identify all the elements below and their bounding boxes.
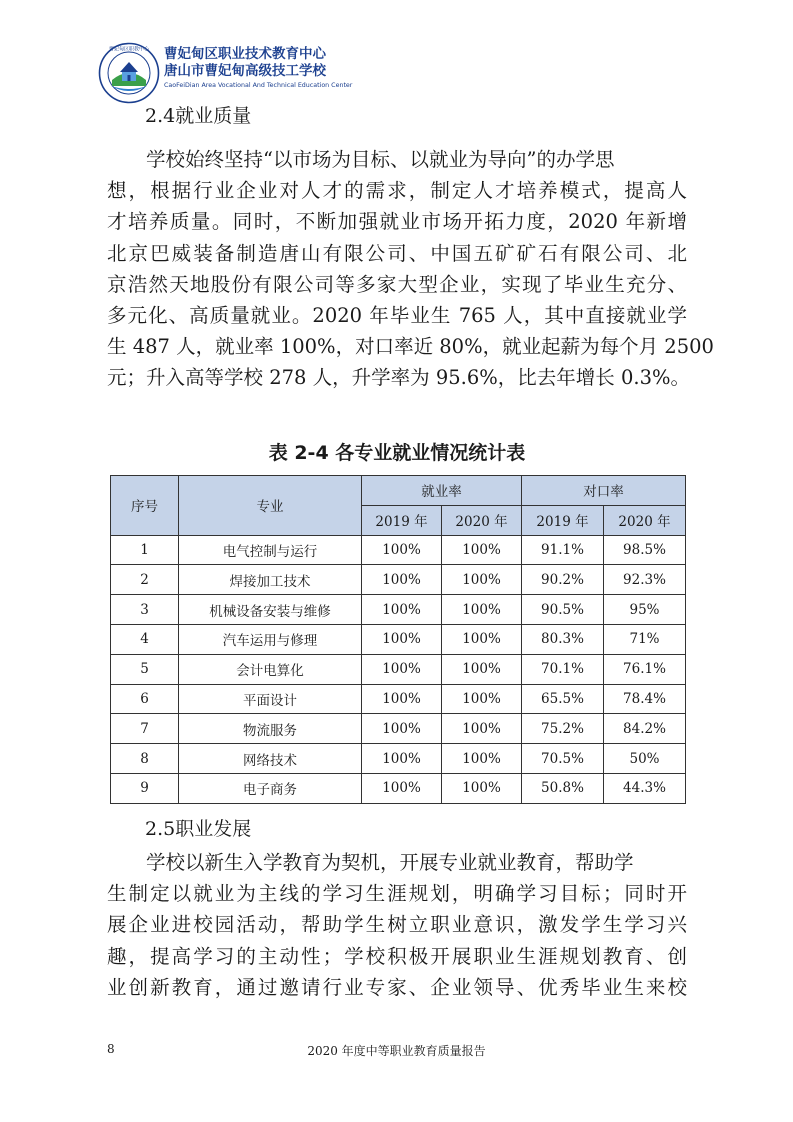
paragraph-employment-quality — [107, 144, 714, 394]
cell-emp-2019: 100% — [362, 684, 442, 714]
paragraph-line: 元；升入高等学校 278 人，升学率为 95.6%，比去年增长 0.3%。 — [107, 366, 691, 390]
cell-match-2019: 90.5% — [522, 595, 604, 625]
cell-match-2020: 50% — [604, 744, 686, 774]
organization-name — [164, 46, 404, 89]
cell-major: 电气控制与运行 — [179, 535, 362, 565]
org-name-line-2: 唐山市曹妃甸高级技工学校 — [164, 63, 326, 79]
cell-index: 2 — [111, 565, 179, 595]
paragraph-line: 展企业进校园活动，帮助学生树立职业意识，激发学生学习兴 — [107, 913, 687, 937]
paragraph-line: 生制定以就业为主线的学习生涯规划，明确学习目标；同时开 — [107, 882, 687, 906]
section-heading-2-5: 2.5职业发展 — [145, 818, 252, 840]
cell-emp-2020: 100% — [442, 565, 522, 595]
cell-emp-2019: 100% — [362, 654, 442, 684]
school-logo-icon — [98, 42, 160, 104]
header-emp-2020: 2020 年 — [442, 505, 522, 535]
cell-major: 物流服务 — [179, 714, 362, 744]
cell-match-2020: 78.4% — [604, 684, 686, 714]
cell-match-2020: 76.1% — [604, 654, 686, 684]
paragraph-line: 京浩然天地股份有限公司等多家大型企业，实现了毕业生充分、 — [107, 272, 687, 296]
header-index: 序号 — [111, 476, 179, 536]
cell-major: 网络技术 — [179, 744, 362, 774]
cell-match-2019: 70.1% — [522, 654, 604, 684]
table-row — [111, 624, 686, 654]
cell-index: 3 — [111, 595, 179, 625]
cell-major: 机械设备安装与维修 — [179, 595, 362, 625]
header-major: 专业 — [179, 476, 362, 536]
employment-stats-table — [110, 475, 686, 804]
cell-match-2019: 65.5% — [522, 684, 604, 714]
cell-emp-2020: 100% — [442, 744, 522, 774]
cell-emp-2019: 100% — [362, 624, 442, 654]
cell-emp-2019: 100% — [362, 714, 442, 744]
cell-major: 会计电算化 — [179, 654, 362, 684]
cell-index: 7 — [111, 714, 179, 744]
page-number: 8 — [107, 1042, 115, 1056]
section-heading-2-4: 2.4就业质量 — [145, 105, 252, 127]
cell-emp-2019: 100% — [362, 744, 442, 774]
table-row — [111, 595, 686, 625]
cell-match-2020: 98.5% — [604, 535, 686, 565]
cell-emp-2019: 100% — [362, 565, 442, 595]
cell-emp-2020: 100% — [442, 595, 522, 625]
paragraph-line: 多元化、高质量就业。2020 年毕业生 765 人，其中直接就业学 — [107, 304, 687, 328]
paragraph-line: 趣，提高学习的主动性；学校积极开展职业生涯规划教育、创 — [107, 944, 687, 968]
cell-match-2020: 84.2% — [604, 714, 686, 744]
document-header — [98, 42, 398, 106]
cell-match-2020: 92.3% — [604, 565, 686, 595]
cell-match-2019: 90.2% — [522, 565, 604, 595]
header-match-2019: 2019 年 — [522, 505, 604, 535]
cell-emp-2019: 100% — [362, 595, 442, 625]
table-row — [111, 565, 686, 595]
paragraph-line: 学校始终坚持“以市场为目标、以就业为导向”的办学思 — [146, 148, 615, 171]
paragraph-line: 想，根据行业企业对人才的需求，制定人才培养模式，提高人 — [107, 179, 687, 203]
paragraph-line: 学校以新生入学教育为契机，开展专业就业教育，帮助学 — [146, 851, 634, 874]
cell-major: 汽车运用与修理 — [179, 624, 362, 654]
cell-match-2020: 71% — [604, 624, 686, 654]
table-row — [111, 714, 686, 744]
org-name-line-1: 曹妃甸区职业技术教育中心 — [164, 46, 326, 62]
cell-emp-2020: 100% — [442, 624, 522, 654]
cell-major: 电子商务 — [179, 773, 362, 803]
cell-index: 9 — [111, 773, 179, 803]
header-match-2020: 2020 年 — [604, 505, 686, 535]
paragraph-line: 业创新教育，通过邀请行业专家、企业领导、优秀毕业生来校 — [107, 975, 687, 999]
cell-match-2019: 70.5% — [522, 744, 604, 774]
cell-major: 平面设计 — [179, 684, 362, 714]
cell-emp-2020: 100% — [442, 535, 522, 565]
cell-index: 4 — [111, 624, 179, 654]
cell-emp-2019: 100% — [362, 535, 442, 565]
cell-emp-2019: 100% — [362, 773, 442, 803]
header-employment-rate: 就业率 — [362, 476, 522, 506]
table-caption: 表 2-4 各专业就业情况统计表 — [268, 442, 526, 464]
cell-index: 1 — [111, 535, 179, 565]
cell-match-2020: 95% — [604, 595, 686, 625]
paragraph-line: 才培养质量。同时，不断加强就业市场开拓力度，2020 年新增 — [107, 210, 687, 234]
cell-index: 5 — [111, 654, 179, 684]
cell-match-2019: 80.3% — [522, 624, 604, 654]
org-name-english: CaoFeiDian Area Vocational And Technical Education Center — [164, 82, 353, 89]
table-row — [111, 773, 686, 803]
cell-match-2019: 75.2% — [522, 714, 604, 744]
paragraph-career-development — [107, 847, 687, 1003]
table-row — [111, 654, 686, 684]
cell-index: 8 — [111, 744, 179, 774]
cell-match-2019: 91.1% — [522, 535, 604, 565]
logo-ring-text: 曹妃甸区职教中心 — [108, 46, 150, 53]
header-emp-2019: 2019 年 — [362, 505, 442, 535]
paragraph-line: 生 487 人，就业率 100%，对口率近 80%，就业起薪为每个月 2500 — [107, 335, 714, 359]
cell-emp-2020: 100% — [442, 714, 522, 744]
footer-report-title: 2020 年度中等职业教育质量报告 — [307, 1044, 486, 1058]
cell-emp-2020: 100% — [442, 684, 522, 714]
cell-major: 焊接加工技术 — [179, 565, 362, 595]
table-row — [111, 744, 686, 774]
cell-match-2020: 44.3% — [604, 773, 686, 803]
table-row — [111, 684, 686, 714]
table-row — [111, 535, 686, 565]
cell-emp-2020: 100% — [442, 654, 522, 684]
cell-match-2019: 50.8% — [522, 773, 604, 803]
paragraph-line: 北京巴威装备制造唐山有限公司、中国五矿矿石有限公司、北 — [107, 241, 687, 265]
cell-emp-2020: 100% — [442, 773, 522, 803]
cell-index: 6 — [111, 684, 179, 714]
header-matching-rate: 对口率 — [522, 476, 686, 506]
